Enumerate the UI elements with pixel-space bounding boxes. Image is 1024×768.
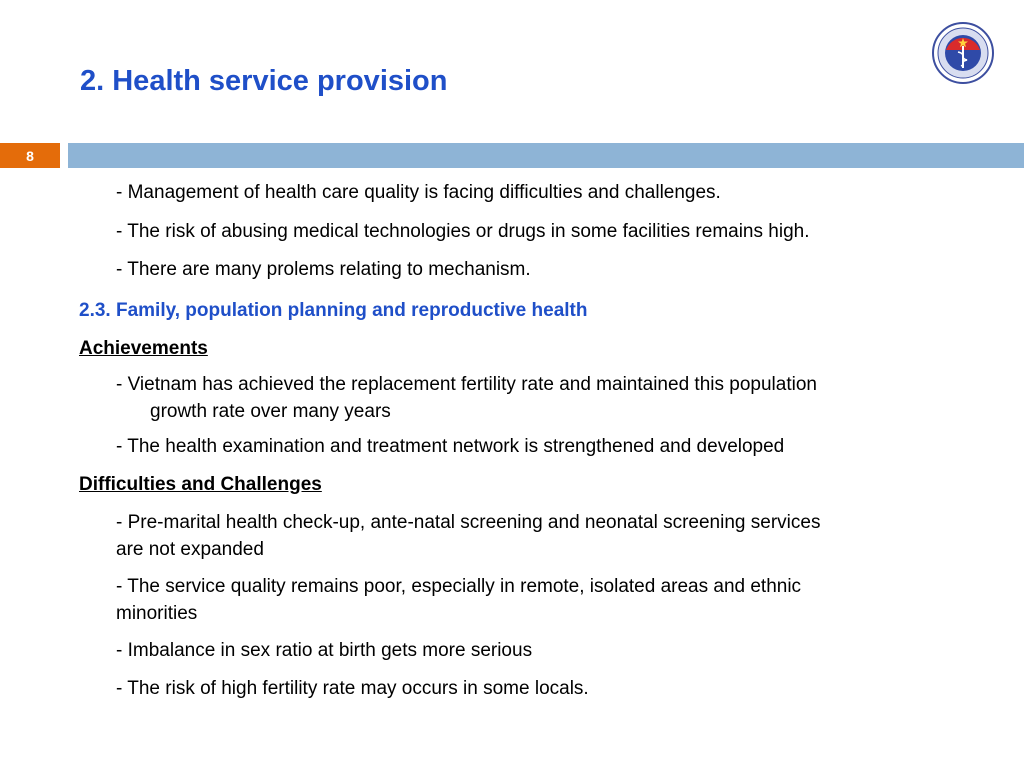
slide-number: 8 <box>0 143 60 168</box>
intro-bullet: - The risk of abusing medical technologies or drugs in some facilities remains high. <box>116 221 810 242</box>
slide-title: 2. Health service provision <box>80 65 448 97</box>
difficulty-item: - The service quality remains poor, especially in remote, isolated areas and ethnic <box>116 576 802 597</box>
difficulty-item-continuation: minorities <box>116 603 198 624</box>
difficulty-item-continuation: are not expanded <box>116 539 264 560</box>
section-title: 2.3. Family, population planning and reproductive health <box>79 300 588 321</box>
achievement-item-continuation: growth rate over many years <box>150 401 391 422</box>
difficulty-item: - The risk of high fertility rate may occurs in some locals. <box>116 678 589 699</box>
achievement-item: - The health examination and treatment network is strengthened and developed <box>116 436 785 457</box>
intro-bullet: - There are many prolems relating to mechanism. <box>116 259 531 280</box>
difficulties-heading: Difficulties and Challenges <box>79 474 322 495</box>
achievements-heading: Achievements <box>79 338 208 359</box>
achievement-item: - Vietnam has achieved the replacement fertility rate and maintained this population <box>116 374 817 395</box>
difficulty-item: - Pre-marital health check-up, ante-natal screening and neonatal screening services <box>116 512 821 533</box>
intro-bullet: - Management of health care quality is facing difficulties and challenges. <box>116 182 721 203</box>
difficulty-item: - Imbalance in sex ratio at birth gets more serious <box>116 640 533 661</box>
